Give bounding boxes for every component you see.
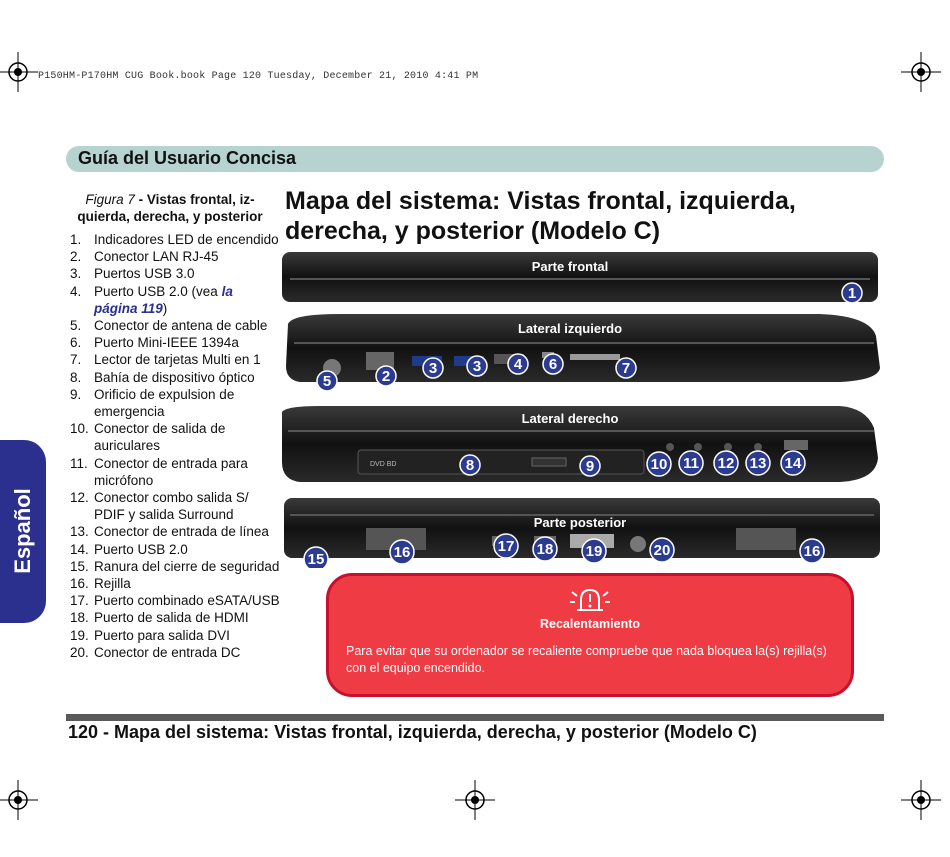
list-item-number: 1. xyxy=(70,232,82,247)
list-item-number: 7. xyxy=(70,352,82,368)
list-item-text: Lector de tarjetas Multi en 1 xyxy=(94,352,261,368)
list-item-text: Rejilla xyxy=(94,576,131,592)
callout-4 xyxy=(508,354,528,374)
warning-bell-icon xyxy=(570,586,610,616)
registration-mark-icon xyxy=(0,780,38,820)
list-item-text: Conector combo salida S/ PDIF y salida Surround xyxy=(94,490,249,523)
list-item xyxy=(70,523,280,540)
list-item-number: 11. xyxy=(70,455,88,471)
list-item xyxy=(70,609,280,626)
list-item xyxy=(70,369,280,386)
list-item-number: 18. xyxy=(70,610,89,626)
callout-2 xyxy=(376,366,396,386)
language-tab-label: Español xyxy=(10,488,35,574)
list-item xyxy=(70,644,280,661)
list-item-text: Bahía de dispositivo óptico xyxy=(94,369,255,385)
svg-text:DVD BD: DVD BD xyxy=(370,461,397,468)
callout-number: 18 xyxy=(536,541,554,558)
callout-number: 7 xyxy=(621,360,631,377)
list-item xyxy=(70,386,280,420)
list-item xyxy=(70,231,280,248)
callout-number: 10 xyxy=(650,456,668,473)
caution-title: Recalentamiento xyxy=(539,617,641,631)
rear-view-label: Parte posterior xyxy=(533,515,627,530)
list-item xyxy=(70,541,280,558)
figure-caption: Figura 7 - Vistas frontal, iz-quierda, derecha, y posterior xyxy=(77,192,263,224)
list-item-number: 16. xyxy=(70,576,89,592)
callout-number: 17 xyxy=(497,538,515,555)
list-item xyxy=(70,351,280,368)
callout-number: 3 xyxy=(472,358,482,375)
list-item-text: Puerto de salida de HDMI xyxy=(94,610,249,626)
footer-rule xyxy=(66,714,884,721)
callout-number: 12 xyxy=(717,455,735,472)
list-item xyxy=(70,575,280,592)
registration-mark-icon xyxy=(901,52,941,92)
list-item xyxy=(70,489,280,523)
page-title: Mapa del sistema: Vistas frontal, izquierda, derecha, y posterior (Modelo C) xyxy=(285,187,796,245)
callout-17 xyxy=(494,534,518,558)
callout-9 xyxy=(580,456,600,476)
callout-3 xyxy=(423,358,443,378)
list-item-text: Puerto USB 2.0 (vea xyxy=(94,283,222,299)
list-item-text: Puertos USB 3.0 xyxy=(94,266,195,282)
list-item xyxy=(70,317,280,334)
callout-number: 1 xyxy=(847,285,857,302)
figure-label: Figura 7 xyxy=(85,192,135,207)
page-link[interactable]: la página 119 xyxy=(94,283,233,316)
list-item-text: Puerto para salida DVI xyxy=(94,627,230,643)
callout-1 xyxy=(842,283,862,303)
list-item-text: Puerto USB 2.0 xyxy=(94,541,188,557)
list-item xyxy=(70,592,280,609)
list-item xyxy=(70,265,280,282)
list-item-text: Conector de salida de auriculares xyxy=(94,421,226,454)
list-item-number: 15. xyxy=(70,558,89,574)
callout-16 xyxy=(390,540,414,564)
list-item-number: 4. xyxy=(70,283,82,299)
callout-16 xyxy=(800,539,824,563)
list-item-text: Conector de entrada de línea xyxy=(94,524,269,540)
list-item-text: Puerto Mini-IEEE 1394a xyxy=(94,335,239,351)
list-item-number: 5. xyxy=(70,318,82,334)
list-item-number: 13. xyxy=(70,524,89,540)
list-item-text: Ranura del cierre de seguridad xyxy=(94,558,280,574)
list-item-text: Puerto combinado eSATA/USB xyxy=(94,593,280,609)
callout-number: 2 xyxy=(381,368,391,385)
right-view-label: Lateral derecho xyxy=(521,411,619,426)
list-item-text: Indicadores LED de encendido xyxy=(94,232,279,247)
caution-text: Para evitar que su ordenador se recaliente compruebe que nada bloquea la(s) rejilla(s) con el equipo encendido. xyxy=(346,644,827,675)
callout-13 xyxy=(746,451,770,475)
list-item-number: 20. xyxy=(70,644,89,660)
list-item xyxy=(70,334,280,351)
callout-number: 9 xyxy=(585,458,595,475)
callout-number: 20 xyxy=(653,542,671,559)
figure-title: Vistas frontal, iz-quierda, derecha, y posterior xyxy=(77,192,263,224)
callout-number: 8 xyxy=(465,457,475,474)
list-item xyxy=(70,627,280,644)
list-item xyxy=(70,455,280,489)
front-view-label: Parte frontal xyxy=(531,259,609,274)
list-item xyxy=(70,420,280,454)
component-list xyxy=(70,231,280,661)
callout-19 xyxy=(582,539,606,563)
list-item-number: 14. xyxy=(70,541,89,557)
list-item-number: 2. xyxy=(70,249,82,265)
callout-number: 16 xyxy=(393,544,411,561)
laptop-views-illustration xyxy=(280,250,884,568)
callout-number: 14 xyxy=(784,455,802,472)
list-item-text: Conector LAN RJ-45 xyxy=(94,249,219,265)
callout-7 xyxy=(616,358,636,378)
callout-11 xyxy=(679,451,703,475)
callout-number: 5 xyxy=(322,373,332,390)
list-item xyxy=(70,248,280,265)
callout-number: 3 xyxy=(428,360,438,377)
print-header: P150HM-P170HM CUG Book.book Page 120 Tuesday, December 21, 2010 4:41 PM xyxy=(38,71,479,82)
callout-number: 16 xyxy=(803,543,821,560)
list-item-number: 10. xyxy=(70,421,89,437)
callout-20 xyxy=(650,538,674,562)
list-item-text: Conector de antena de cable xyxy=(94,318,268,334)
callout-3 xyxy=(467,356,487,376)
list-item-number: 3. xyxy=(70,266,82,282)
callout-number: 19 xyxy=(585,543,603,560)
guide-title: Guía del Usuario Concisa xyxy=(78,148,297,168)
callout-number: 4 xyxy=(513,356,523,373)
list-item: 4. Puerto USB 2.0 (vea la página 119) xyxy=(70,283,233,316)
registration-mark-icon xyxy=(0,52,38,92)
left-view-label: Lateral izquierdo xyxy=(517,321,623,336)
registration-mark-icon xyxy=(455,780,495,820)
list-item-text: Orificio de expulsion de emergencia xyxy=(94,386,235,420)
callout-12 xyxy=(714,451,738,475)
list-item xyxy=(70,558,280,575)
callout-number: 13 xyxy=(749,455,767,472)
list-item-number: 6. xyxy=(70,335,82,351)
callout-10 xyxy=(647,452,671,476)
callout-15 xyxy=(304,547,328,568)
list-item-number: 9. xyxy=(70,386,82,402)
list-item-text: Conector de entrada para micrófono xyxy=(94,455,248,488)
list-item-number: 17. xyxy=(70,593,89,609)
callout-number: 15 xyxy=(307,551,325,568)
callout-14 xyxy=(781,451,805,475)
callout-number: 11 xyxy=(683,455,699,472)
list-item-number: 8. xyxy=(70,369,82,385)
list-item-number: 12. xyxy=(70,490,89,506)
page-footer: 120 - Mapa del sistema: Vistas frontal, izquierda, derecha, y posterior (Modelo C) xyxy=(68,722,757,742)
callout-18 xyxy=(533,537,557,561)
callout-number: 6 xyxy=(548,356,558,373)
callout-6 xyxy=(543,354,563,374)
registration-mark-icon xyxy=(901,780,941,820)
list-item-text: Conector de entrada DC xyxy=(94,644,241,660)
list-item-number: 19. xyxy=(70,627,89,643)
callout-8 xyxy=(460,455,480,475)
callout-5 xyxy=(317,371,337,391)
